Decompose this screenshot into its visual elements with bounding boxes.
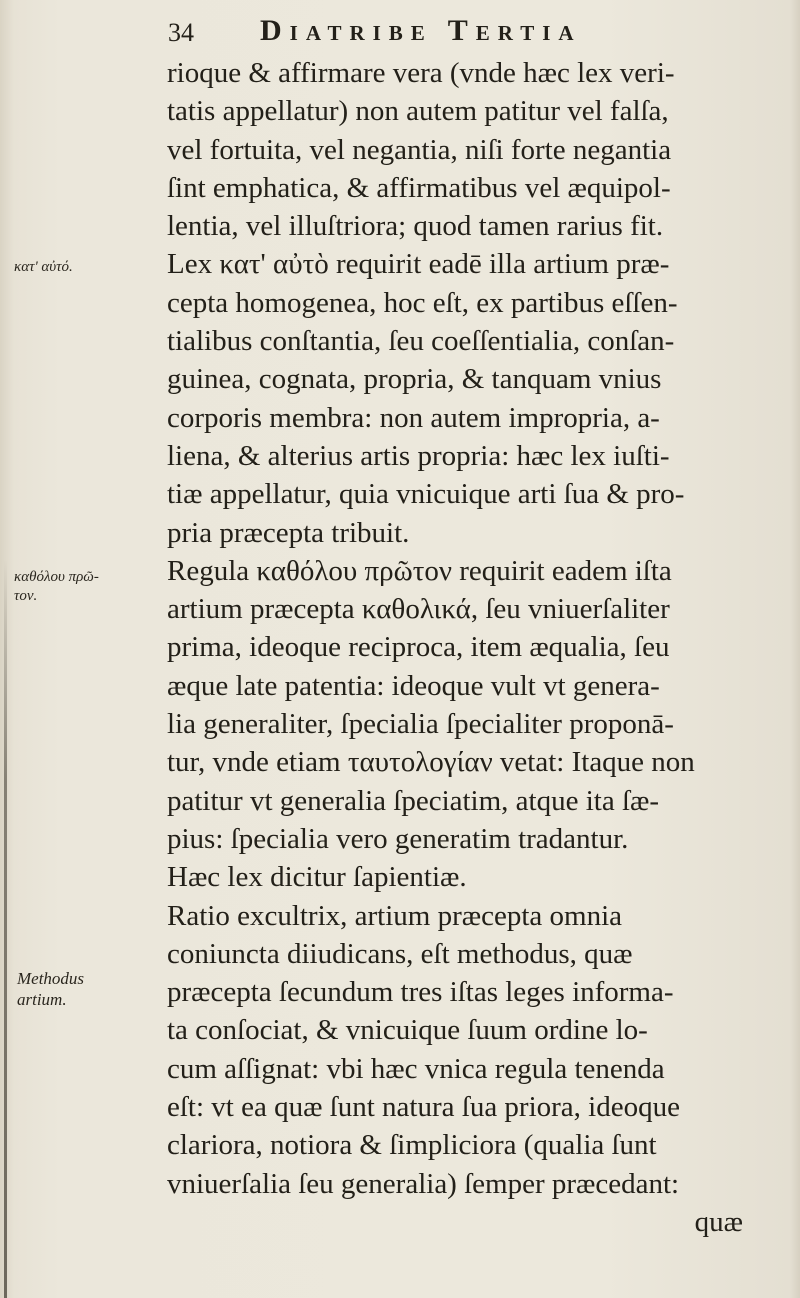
text-line: pria præcepta tribuit. (167, 516, 410, 549)
text-line: vel fortuita, vel negantia, niſi forte negantia (167, 133, 672, 166)
page-number: 34 (168, 18, 194, 47)
text-line: coniuncta diiudicans, eſt methodus, quæ (167, 937, 633, 970)
text-line: lia generaliter, ſpecialia ſpecialiter proponā- (167, 708, 674, 741)
text-line: Ratio excultrix, artium præcepta omnia (167, 899, 623, 932)
text-line: artium præcepta καθολικά, ſeu vniuerſaliter (167, 593, 670, 626)
text-line: Lex κατ' αὐτὸ requirit eadē illa artium præ- (167, 248, 670, 281)
text-line: Hæc lex dicitur ſapientiæ. (167, 861, 467, 894)
text-line: rioque & affirmare vera (vnde hæc lex veri- (167, 57, 675, 89)
text-line: eſt: vt ea quæ ſunt natura ſua priora, ideoque (167, 1091, 680, 1124)
marginal-note-line: καθόλου πρῶ- (14, 569, 99, 585)
marginal-note-kat-auto (14, 258, 154, 277)
marginal-note-line: τον. (14, 588, 38, 604)
text-line: tur, vnde etiam ταυτολογίαν vetat: Itaque non (167, 746, 695, 779)
text-line: tiæ appellatur, quia vnicuique arti ſua & pro- (167, 478, 685, 511)
text-line: guinea, cognata, propria, & tanquam vnius (167, 363, 662, 396)
marginal-note-methodus-artium (17, 968, 152, 1010)
text-line: pius: ſpecialia vero generatim tradantur. (167, 822, 629, 855)
text-line: cum aſſignat: vbi hæc vnica regula tenenda (167, 1052, 665, 1085)
body-text (167, 54, 787, 1241)
text-line: æque late patentia: ideoque vult vt genera- (167, 669, 660, 702)
marginal-note-katholou-proton (14, 568, 159, 606)
marginal-note-line: Methodus (17, 969, 85, 988)
text-line: lentia, vel illuſtriora; quod tamen rarius fit. (167, 210, 664, 243)
text-line: cepta homogenea, hoc eſt, ex partibus eſſen- (167, 286, 678, 319)
gutter-shadow (4, 560, 7, 1298)
catchword: quæ (694, 1205, 743, 1238)
text-line: corporis membra: non autem impropria, a- (167, 401, 660, 434)
marginal-note-line: κατ' αὐτό. (14, 259, 73, 275)
page-header (168, 12, 768, 52)
text-line: clariora, notiora & ſimpliciora (qualia ſunt (167, 1129, 657, 1162)
text-line: Regula καθόλου πρῶτον requirit eadem iſta (167, 554, 672, 587)
text-line: præcepta ſecundum tres iſtas leges informa- (167, 976, 674, 1009)
text-line: liena, & alterius artis propria: hæc lex iuſti- (167, 439, 670, 472)
text-line: patitur vt generalia ſpeciatim, atque ita ſæ- (167, 784, 660, 817)
text-line: prima, ideoque reciproca, item æqualia, ſeu (167, 631, 670, 664)
text-line: vniuerſalia ſeu generalia) ſemper præcedant: (167, 1167, 680, 1200)
marginal-note-line: artium. (17, 990, 67, 1009)
running-head: Diatribe Tertia (260, 14, 582, 47)
text-line: tatis appellatur) non autem patitur vel falſa, (167, 95, 669, 128)
text-line: tialibus conſtantia, ſeu coeſſentialia, conſan- (167, 325, 675, 358)
text-line: ta conſociat, & vnicuique ſuum ordine lo- (167, 1014, 648, 1047)
text-line: ſint emphatica, & affirmatibus vel æquipol- (167, 171, 671, 204)
